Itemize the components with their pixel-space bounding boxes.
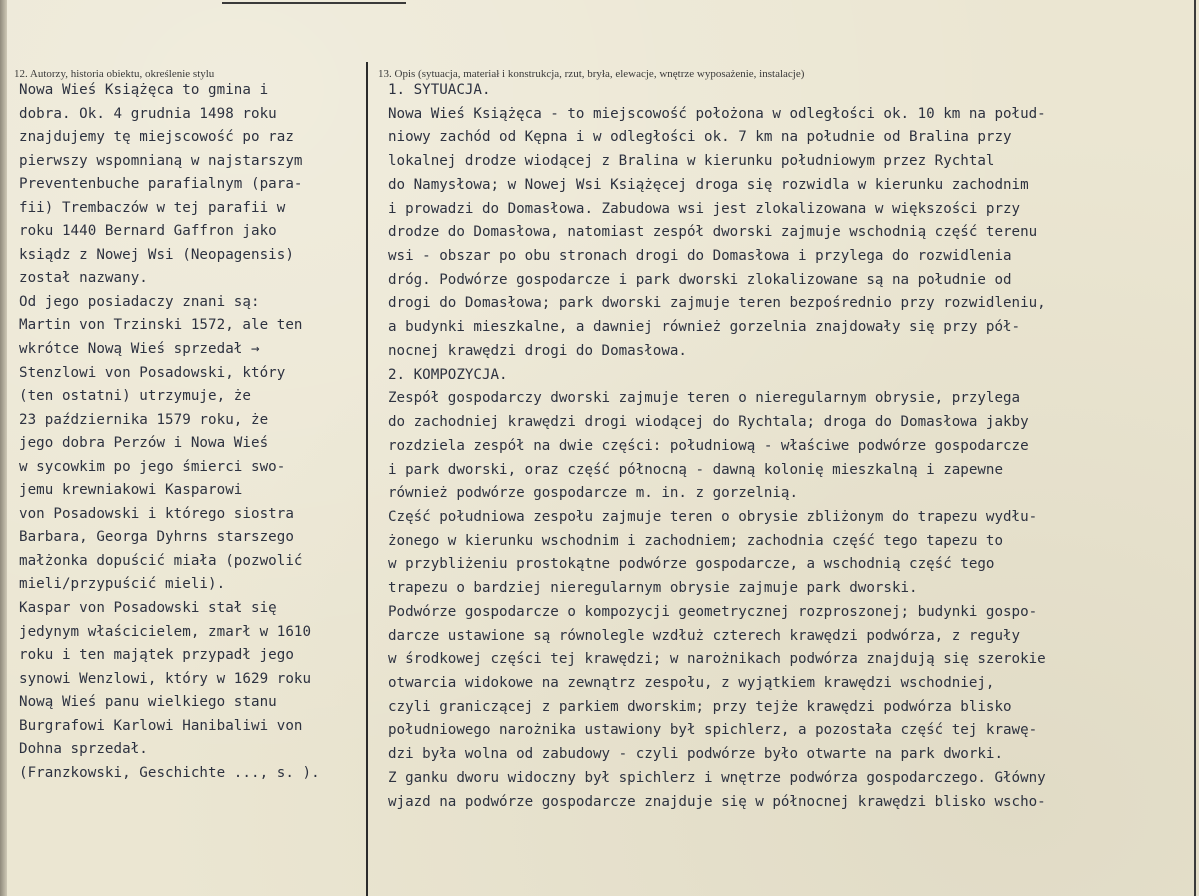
description-text-line: 2. KOMPOZYCJA. (388, 366, 508, 383)
history-text-line: von Posadowski i którego siostra (19, 505, 294, 522)
history-text-line: roku 1440 Bernard Gaffron jako (19, 223, 277, 240)
description-text-line: dróg. Podwórze gospodarcze i park dworski zlokalizowane są na południe od (388, 271, 1012, 288)
description-text-line: w środkowej części tej krawędzi; w narożnikach podwórza znajdują się szerokie (388, 651, 1046, 668)
column-divider-bottom (366, 850, 368, 896)
description-text-line: południowego narożnika ustawiony był spichlerz, a pozostała część tej krawę- (388, 722, 1038, 739)
history-text-line: (ten ostatni) utrzymuje, że (19, 388, 251, 405)
description-text-line: darcze ustawione są równolegle wzdłuż czterech krawędzi podwórza, z reguły (388, 627, 1021, 644)
history-text-line: małżonka dopuścić miała (pozwolić (19, 552, 303, 569)
description-text-line: nocnej krawędzi drogi do Domasłowa. (388, 342, 687, 359)
description-text-line: Zespół gospodarczy dworski zajmuje teren o nieregularnym obrysie, przylega (388, 390, 1021, 407)
description-text-line: i park dworski, oraz część północną - dawną kolonię mieszkalną i zapewne (388, 461, 1003, 478)
history-text-line: w sycowkim po jego śmierci swo- (19, 458, 286, 475)
history-text-line: jedynym właścicielem, zmarł w 1610 (19, 623, 312, 640)
description-text-line: drogi do Domasłowa; park dworski zajmuje teren bezpośrednio przy rozwidleniu, (388, 295, 1046, 312)
history-text-line: Barbara, Georga Dyhrns starszego (19, 529, 294, 546)
history-text-line: synowi Wenzlowi, który w 1629 roku (19, 670, 312, 687)
section-12-header: 12. Autorzy, historia obiektu, określenie stylu (14, 68, 215, 80)
history-text-line: roku i ten majątek przypadł jego (19, 647, 294, 664)
history-text-line: Kaspar von Posadowski stał się (19, 600, 277, 617)
history-text-column (19, 79, 320, 785)
history-text-line: Nowa Wieś Książęca to gmina i (19, 82, 269, 98)
description-text-line: również podwórze gospodarcze m. in. z gorzelnią. (388, 485, 798, 502)
description-text-line: żonego w kierunku wschodnim i zachodniem; zachodnia część tego tapezu to (388, 532, 1003, 549)
history-text-line: Od jego posiadaczy znani są: (19, 293, 260, 310)
description-text-line: rozdziela zespół na dwie części: południową - właściwe podwórze gospodarcze (388, 437, 1029, 454)
section-13-header: 13. Opis (sytuacja, materiał i konstrukcja, rzut, bryła, elewacje, wnętrze wyposażenie, instalacje) (378, 68, 805, 80)
history-text-line: jego dobra Perzów i Nowa Wieś (19, 435, 269, 452)
description-text-line: wjazd na podwórze gospodarcze znajduje się w północnej krawędzi blisko wscho- (388, 793, 1046, 810)
history-text-line: Preventenbuche parafialnym (para- (19, 176, 303, 193)
history-text-line: jemu krewniakowi Kasparowi (19, 482, 243, 499)
history-text-line: znajdujemy tę miejscowość po raz (19, 129, 294, 146)
history-text-line: (Franzkowski, Geschichte ..., s. ). (19, 764, 320, 781)
description-text-line: do zachodniej krawędzi drogi wiodącej do Rychtala; droga do Domasłowa jakby (388, 414, 1029, 431)
history-text-line: wkrótce Nową Wieś sprzedał → (19, 341, 260, 358)
description-text-line: do Namysłowa; w Nowej Wsi Książęcej droga się rozwidla w kierunku zachodnim (388, 176, 1029, 193)
history-text-line: Burgrafowi Karlowi Hanibaliwi von (19, 717, 303, 734)
history-text-line: fii) Trembaczów w tej parafii w (19, 199, 286, 216)
history-text-line: 23 października 1579 roku, że (19, 411, 269, 428)
description-text-line: lokalnej drodze wiodącej z Bralina w kierunku południowym przez Rychtal (388, 153, 995, 170)
description-text-line: Podwórze gospodarcze o kompozycji geometrycznej rozproszonej; budynki gospo- (388, 603, 1038, 620)
description-text-line: 1. SYTUACJA. (388, 82, 491, 98)
description-text-line: czyli graniczącej z parkiem dworskim; przy tejże krawędzi podwórza blisko (388, 698, 1012, 715)
history-text-line: Dohna sprzedał. (19, 741, 148, 758)
description-text-line: dzi była wolna od zabudowy - czyli podwórze było otwarte na park dworki. (388, 746, 1003, 763)
description-text-line: niowy zachód od Kępna i w odległości ok. 7 km na południe od Bralina przy (388, 129, 1012, 146)
history-text-line: pierwszy wspomnianą w najstarszym (19, 152, 303, 169)
history-text-line: Stenzlowi von Posadowski, który (19, 364, 286, 381)
page-edge (0, 0, 7, 896)
history-text-line: Martin von Trzinski 1572, ale ten (19, 317, 303, 334)
history-text-line: dobra. Ok. 4 grudnia 1498 roku (19, 105, 277, 122)
description-text-column (388, 79, 1046, 814)
description-text-line: i prowadzi do Domasłowa. Zabudowa wsi jest zlokalizowana w większości przy (388, 200, 1021, 217)
history-text-line: ksiądz z Nowej Wsi (Neopagensis) (19, 246, 294, 263)
right-border (1194, 0, 1196, 896)
history-text-line: mieli/przypuścić mieli). (19, 576, 226, 593)
description-text-line: otwarcia widokowe na zewnątrz zespołu, z wyjątkiem krawędzi wschodniej, (388, 674, 995, 691)
description-text-line: Z ganku dworu widoczny był spichlerz i wnętrze podwórza gospodarczego. Główny (388, 769, 1046, 786)
description-text-line: trapezu o bardziej nieregularnym obrysie zajmuje park dworski. (388, 580, 918, 597)
description-text-line: Nowa Wieś Książęca - to miejscowość położona w odległości ok. 10 km na połud- (388, 105, 1046, 122)
description-text-line: w przybliżeniu prostokątne podwórze gospodarcze, a wschodnią część tego (388, 556, 995, 573)
description-text-line: drodze do Domasłowa, natomiast zespół dworski zajmuje wschodnią część terenu (388, 224, 1038, 241)
column-divider (366, 62, 368, 850)
description-text-line: Część południowa zespołu zajmuje teren o obrysie zbliżonym do trapezu wydłu- (388, 508, 1038, 525)
description-text-line: wsi - obszar po obu stronach drogi do Domasłowa i przylega do rozwidlenia (388, 248, 1012, 265)
description-text-line: a budynki mieszkalne, a dawniej również gorzelnia znajdowały się przy pół- (388, 319, 1021, 336)
history-text-line: został nazwany. (19, 270, 148, 287)
top-rule (222, 2, 406, 4)
history-text-line: Nową Wieś panu wielkiego stanu (19, 694, 277, 711)
